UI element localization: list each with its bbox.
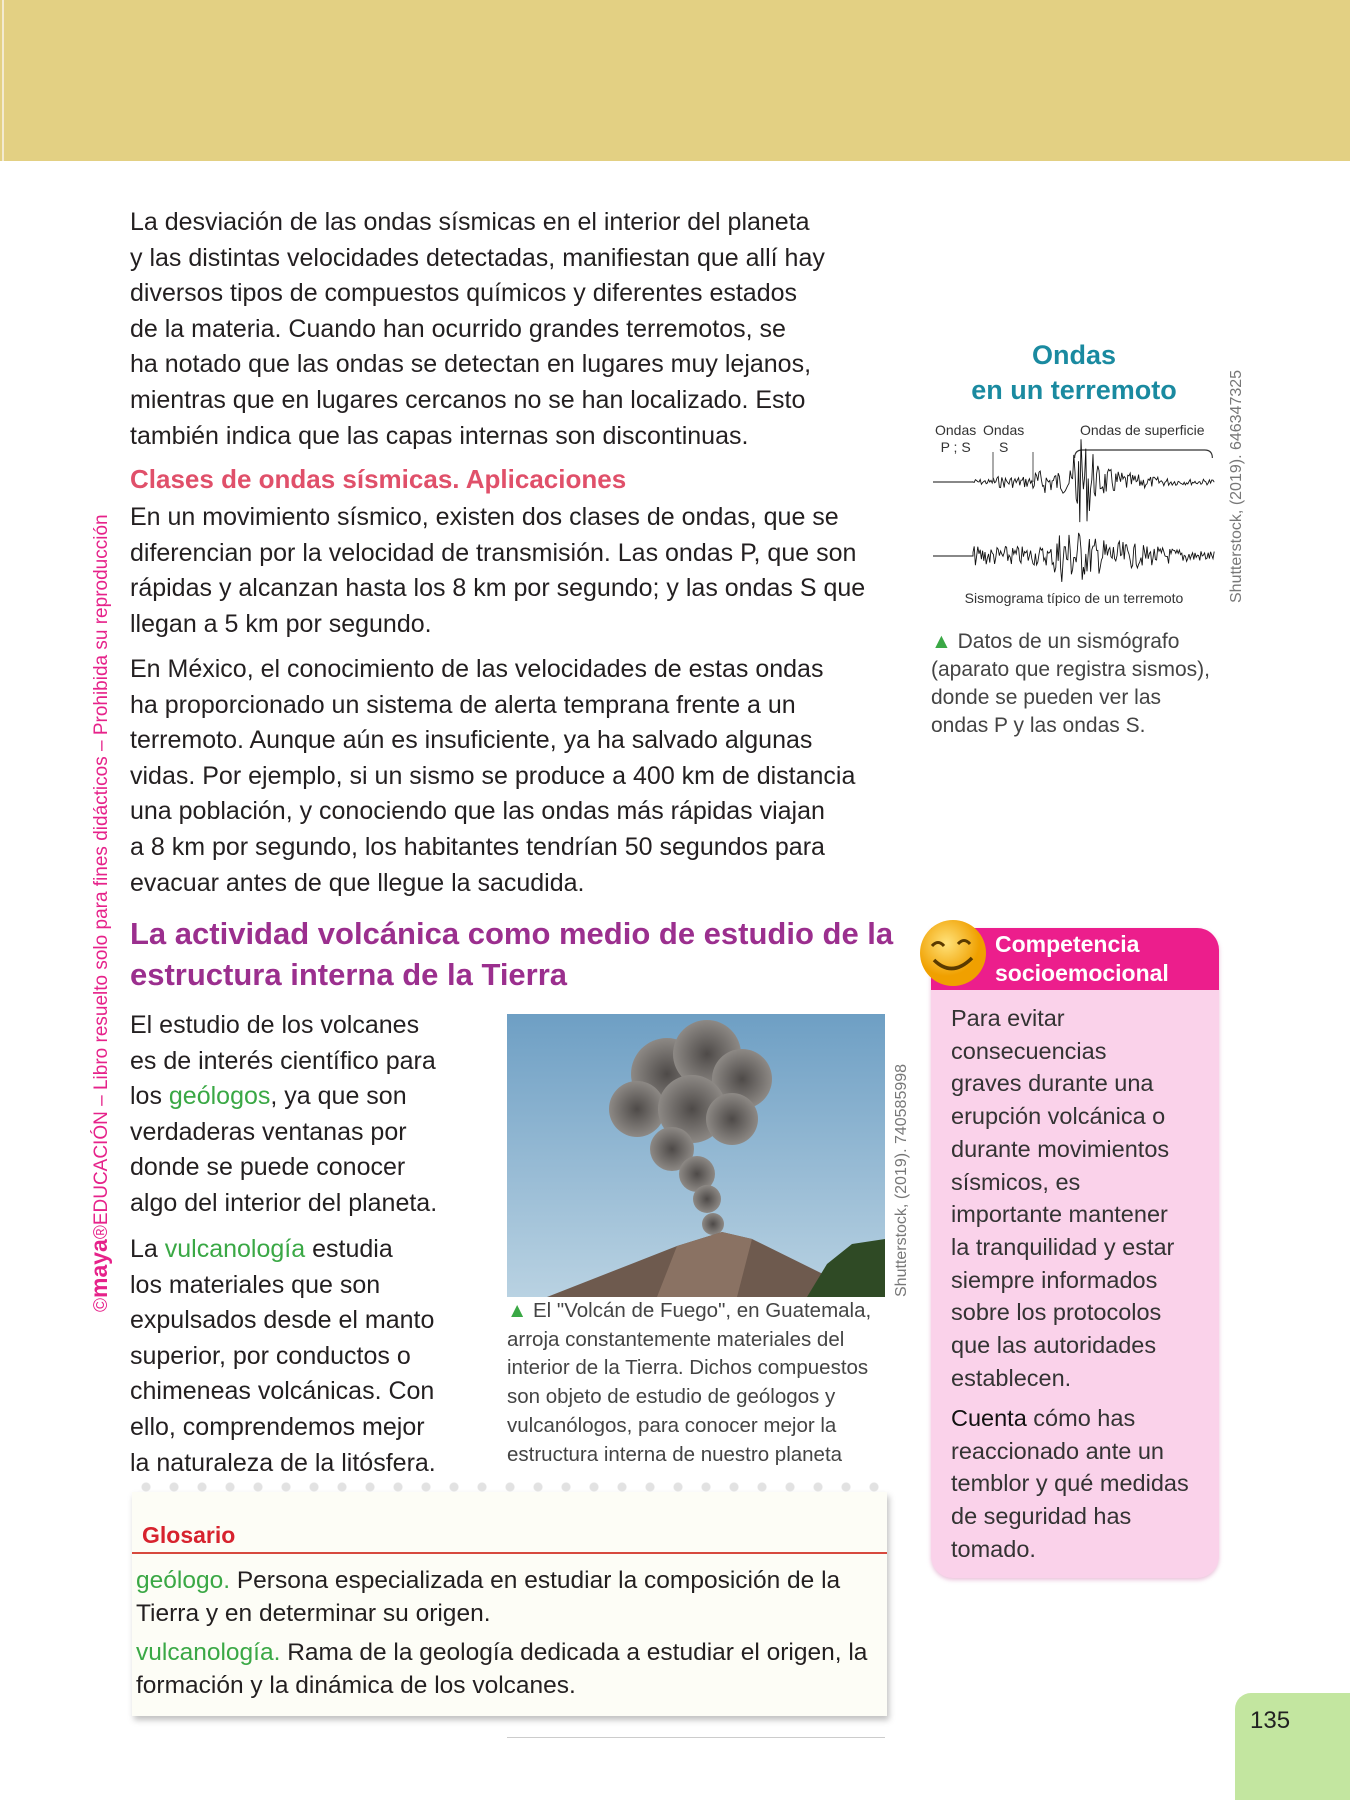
glossary-definition: Rama de la geología dedicada a estudiar el origen, la formación y la dinámica de los volcanes. [136, 1639, 868, 1699]
brand-logo: maya [86, 1239, 112, 1298]
glossary-term: vulcanología. [136, 1639, 281, 1666]
page-number-tab [1235, 1693, 1350, 1800]
competencia-text: Para evitar consecuencias graves durante una erupción volcánica o durante movimientos sísmicos, es importante mantener la tranquilidad y estar siempre informados sobre los protocolos que las autoridades establecen. [951, 1005, 1175, 1391]
volcano-photo [507, 1014, 885, 1297]
smiley-icon [918, 918, 988, 988]
section-heading-volcanic: La actividad volcánica como medio de estudio de la estructura interna de la Tierra [130, 916, 894, 992]
volcano-caption [507, 1297, 887, 1469]
glossary-term-vulcanologia[interactable]: vulcanología [164, 1235, 306, 1263]
photo-credit: Shutterstock, (2019). 740585998 [893, 1063, 910, 1297]
glossary-definition: Persona especializada en estudiar la composición de la Tierra y en determinar su origen. [136, 1567, 841, 1627]
seismogram-title [933, 338, 1215, 408]
seismogram-subtitle: Sismograma típico de un terremoto [964, 590, 1184, 606]
glossary-term: geólogo. [136, 1567, 231, 1594]
surface-bracket [1075, 450, 1213, 458]
seismogram-caption [931, 628, 1221, 740]
glossary-entry [136, 1564, 881, 1630]
glossary-entry [136, 1636, 881, 1702]
competencia-title: Competencia socioemocional [995, 931, 1169, 986]
glossary-title: Glosario [142, 1522, 236, 1548]
text: , ya que son verdaderas ventanas por donde se puede conocer algo del interior del planeta. [130, 1082, 438, 1217]
text: estudia los materiales que son expulsados desde el manto superior, por conductos o chimeneas volcánicas. Con ello, comprendemos mejor la naturaleza de la litósfera. [130, 1235, 436, 1477]
trace-bottom [933, 533, 1214, 582]
copyright-symbol: © [91, 1298, 112, 1312]
seismogram-traces [933, 422, 1215, 597]
section-heading-waves: Clases de ondas sísmicas. Aplicaciones [130, 464, 627, 494]
glossary-divider [132, 1552, 887, 1554]
spiral-binding [132, 1480, 887, 1494]
title-line: Ondas [1031, 340, 1117, 370]
seismogram-credit: Shutterstock, (2019). 646347325 [1228, 369, 1245, 603]
label-s-waves: Ondas S [983, 422, 1025, 455]
competencia-box [931, 928, 1219, 1578]
notice-text: EDUCACIÓN – Libro resuelto solo para fines didácticos – Prohibida su reproducción [91, 514, 112, 1226]
vulcanologia-paragraph [130, 1232, 510, 1481]
page-number: 135 [1250, 1707, 1291, 1734]
glossary-box [132, 1492, 887, 1716]
glossary-term-geologos[interactable]: geólogos [168, 1082, 271, 1111]
volcano-paragraph [130, 1008, 510, 1222]
triangle-icon: ▲ [507, 1299, 533, 1322]
waves-paragraph: En un movimiento sísmico, existen dos clases de ondas, que se diferencian por la velocidad de transmisión. Las ondas P, que son rápidas y alcanzan hasta los 8 km por segundo; y las ondas S que llegan a 5 km por segundo. [130, 503, 866, 638]
copyright-notice [86, 514, 113, 1312]
divider [507, 1737, 885, 1738]
triangle-icon: ▲ [931, 630, 958, 653]
mexico-paragraph: En México, el conocimiento de las velocidades de estas ondas ha proporcionado un sistema de alerta temprana frente a un terremoto. Aunque aún es insuficiente, ya ha salvado algunas vidas. Por ejemplo, si un sismo se produce a 400 km de distancia una población, y conociendo que las ondas más rápidas viajan a 8 km por segundo, los habitantes tendrían 50 segundos para evacuar antes de que llegue la sacudida. [130, 655, 856, 897]
label-p-waves: Ondas P ; S [935, 422, 977, 455]
text: El estudio de los volcanes es de interés científico para los [130, 1011, 436, 1111]
header-edge [2, 0, 4, 161]
label-surface-waves: Ondas de superficie [1080, 422, 1205, 438]
caption-text: Datos de un sismógrafo (aparato que registra sismos), donde se pueden ver las ondas P y las ondas S. [931, 630, 1210, 737]
text: La [130, 1235, 165, 1263]
title-line: en un terremoto [971, 375, 1177, 405]
prompt-bold: Cuenta [951, 1405, 1027, 1431]
trace-top [933, 439, 1214, 522]
prompt-text: cómo has reaccionado ante un temblor y qué medidas de seguridad has tomado. [951, 1405, 1189, 1562]
seismogram [933, 422, 1215, 612]
intro-paragraph: La desviación de las ondas sísmicas en el interior del planeta y las distintas velocidades detectadas, manifiestan que allí hay diversos tipos de compuestos químicos y diferentes estados de la materia. Cuando han ocurrido grandes terremotos, se ha notado que las ondas se detectan en lugares muy lejanos, mientras que en lugares cercanos no se han localizado. Esto también indica que las capas internas son discontinuas. [130, 208, 825, 450]
registered-symbol: ® [91, 1225, 112, 1240]
caption-text: El "Volcán de Fuego", en Guatemala, arroja constantemente materiales del interior de la Tierra. Dichos compuestos son objeto de estudio de geólogos y vulcanólogos, para conocer mejor la estructura interna de nuestro planeta [507, 1299, 872, 1466]
header-band [0, 0, 1350, 161]
competencia-prompt [951, 1402, 1216, 1566]
